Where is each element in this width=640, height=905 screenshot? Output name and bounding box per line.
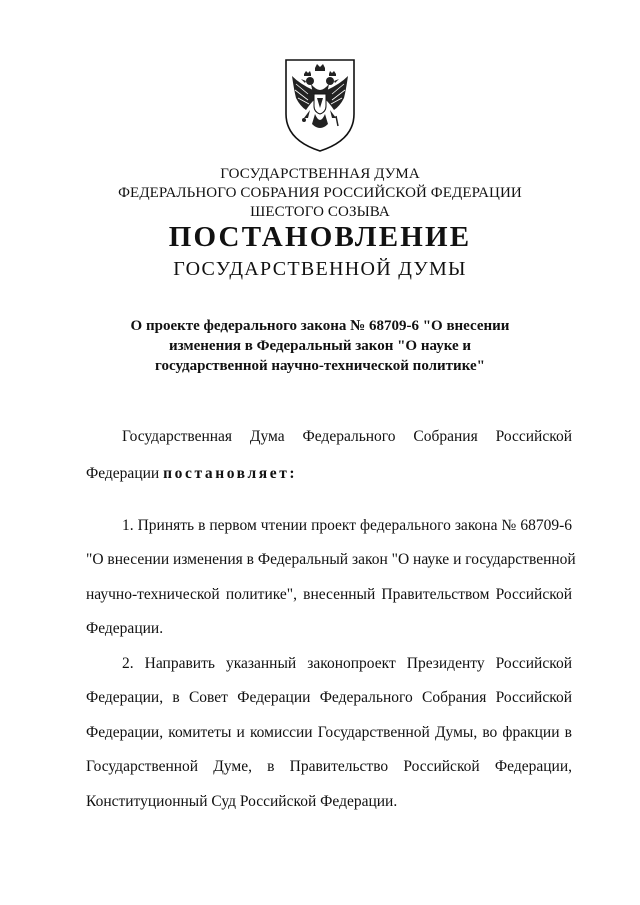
item-2-line-2: Федерации, в Совет Федерации Федерального Собрания Российской — [86, 689, 572, 706]
issuer-block — [0, 165, 640, 222]
document-type: ПОСТАНОВЛЕНИЕ — [168, 221, 472, 253]
item-2-line-1: 2. Направить указанный законопроект Президенту Российской — [122, 655, 572, 672]
intro-prefix: Федерации — [86, 465, 164, 482]
document-title — [0, 316, 640, 376]
intro-line-1: Государственная Дума Федерального Собрания Российской — [122, 428, 572, 445]
title-line-3: государственной научно-технической политике" — [155, 358, 485, 374]
item-2-line-5: Конституционный Суд Российской Федерации. — [86, 793, 398, 810]
item-1-line-3: научно-технической политике", внесенный Правительством Российской — [86, 586, 572, 603]
item-1-line-1: 1. Принять в первом чтении проект федерального закона № 68709-6 — [122, 517, 572, 534]
item-2-line-3: Федерации, комитеты и комиссии Государственной Думы, во фракции в — [86, 724, 572, 741]
coat-of-arms-icon — [282, 54, 358, 154]
intro-line-2 — [86, 465, 572, 485]
org-line-1: ГОСУДАРСТВЕННАЯ ДУМА — [220, 166, 420, 182]
title-line-2: изменения в Федеральный закон "О науке и — [168, 338, 472, 354]
org-line-2: ФЕДЕРАЛЬНОГО СОБРАНИЯ РОССИЙСКОЙ ФЕДЕРАЦИИ — [118, 185, 522, 201]
org-line-3: ШЕСТОГО СОЗЫВА — [250, 204, 390, 220]
item-2-line-4: Государственной Думе, в Правительство Российской Федерации, — [86, 758, 572, 775]
title-line-1: О проекте федерального закона № 68709-6 "О внесении — [130, 318, 510, 334]
resolution-verb: постановляет: — [163, 465, 298, 482]
item-1-line-2: "О внесении изменения в Федеральный закон "О науке и государственной — [86, 551, 576, 568]
document-subtype: ГОСУДАРСТВЕННОЙ ДУМЫ — [173, 258, 467, 280]
item-1-line-4: Федерации. — [86, 620, 164, 637]
